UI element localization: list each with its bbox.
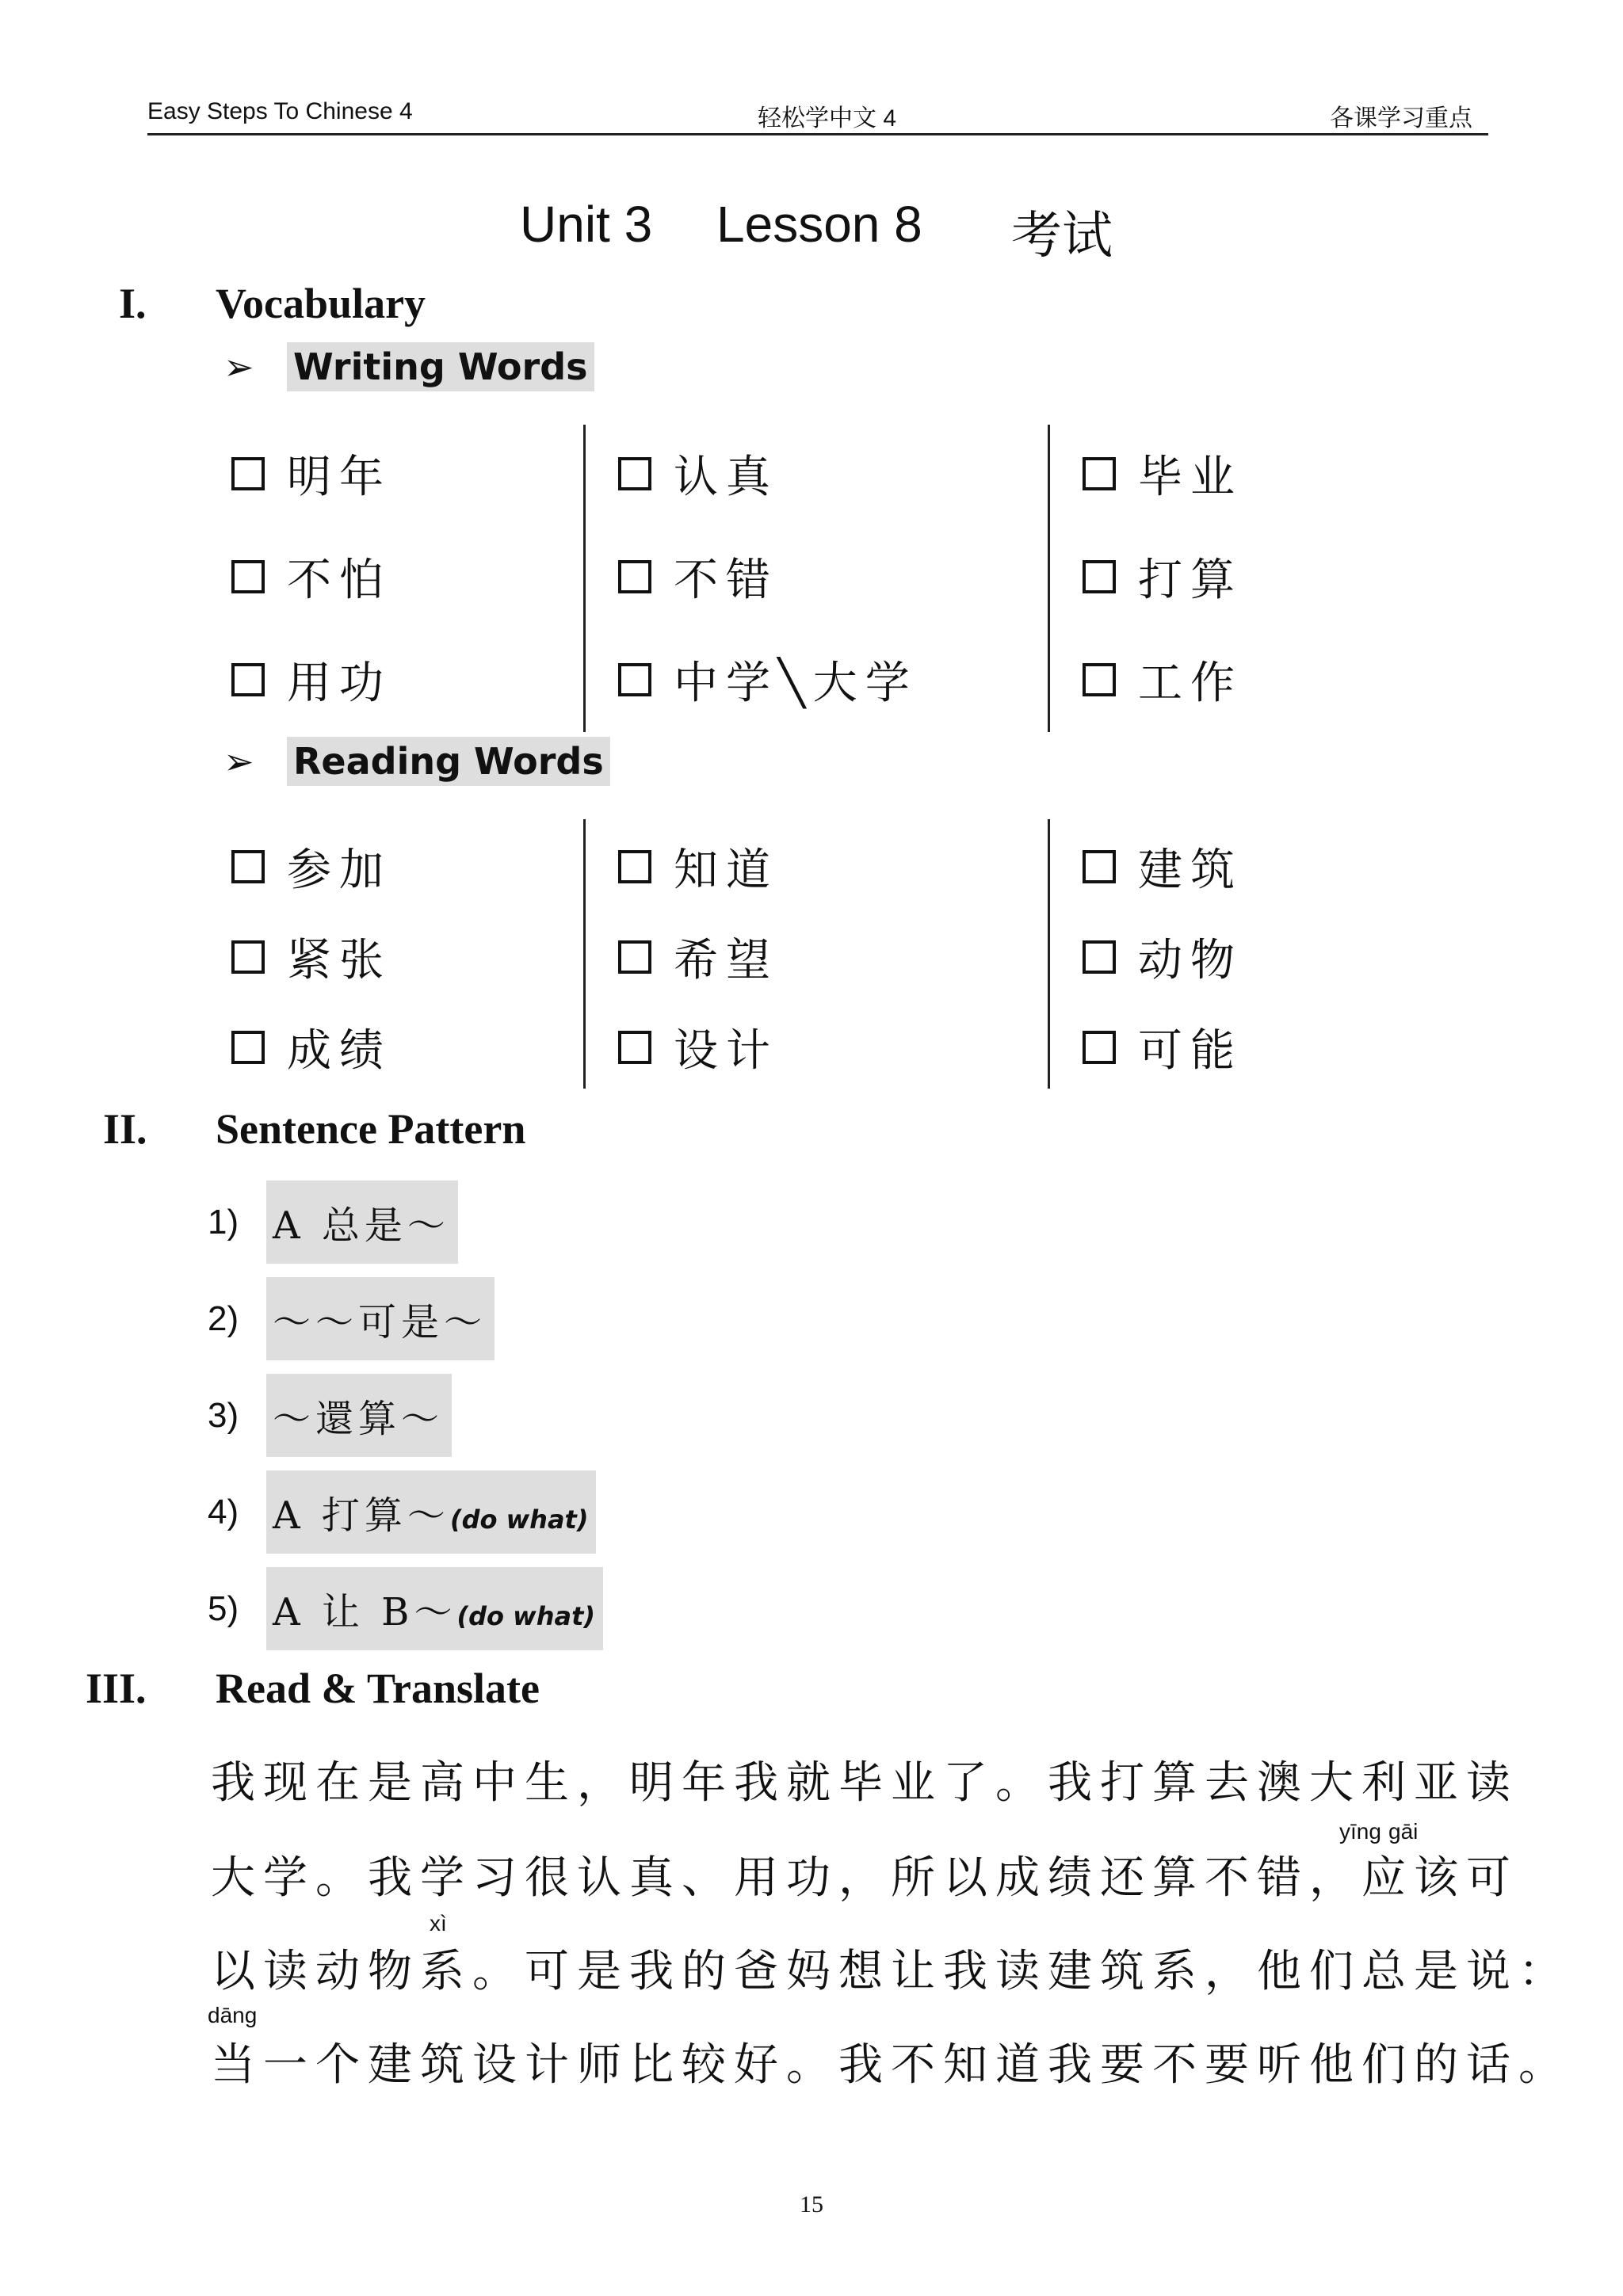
writing-words-label: Writing Words xyxy=(287,342,594,391)
header-book-title-chinese: 轻松学中文 4 xyxy=(758,105,897,132)
pattern-text: A 让 B～(do what) xyxy=(266,1567,603,1650)
checkbox-icon[interactable] xyxy=(618,663,651,696)
reading-word-item[interactable]: 希望 xyxy=(618,925,778,989)
paragraph-line: 我现在是高中生，明年我就毕业了。我打算去澳大利亚读 xyxy=(211,1757,1518,1809)
writing-word-item[interactable]: 打算 xyxy=(1083,545,1243,608)
lesson-label: Lesson 8 xyxy=(716,196,922,253)
writing-word-item[interactable]: 不怕 xyxy=(231,545,391,608)
sentence-pattern-item: 3) ～還算～ xyxy=(208,1374,452,1457)
checkbox-icon[interactable] xyxy=(1083,560,1116,593)
reading-word-item[interactable]: 动物 xyxy=(1083,925,1243,989)
reading-word-item[interactable]: 建筑 xyxy=(1083,835,1243,898)
checkbox-icon[interactable] xyxy=(618,940,651,974)
header-section-title: 各课学习重点 xyxy=(1330,105,1472,132)
sentence-pattern-item: 2) ～～可是～ xyxy=(208,1277,495,1360)
paragraph-line: 当一个建筑设计师比较好。我不知道我要不要听他们的话。 xyxy=(211,2039,1571,2091)
pattern-text: A 打算～(do what) xyxy=(266,1470,596,1554)
reading-word-item[interactable]: 知道 xyxy=(618,835,778,898)
writing-word-item[interactable]: 毕业 xyxy=(1083,442,1243,505)
checkbox-icon[interactable] xyxy=(231,560,265,593)
checkbox-icon[interactable] xyxy=(618,1031,651,1064)
writing-word-item[interactable]: 中学╲大学 xyxy=(618,648,918,711)
lesson-chinese-title: 考试 xyxy=(1011,207,1113,264)
checkbox-icon[interactable] xyxy=(1083,663,1116,696)
arrow-bullet-icon: ➢ xyxy=(223,345,254,388)
column-divider xyxy=(583,425,586,732)
section-number: III. xyxy=(86,1665,147,1712)
checkbox-icon[interactable] xyxy=(231,457,265,490)
checkbox-icon[interactable] xyxy=(231,940,265,974)
sentence-pattern-item: 1) A 总是～ xyxy=(208,1180,458,1264)
reading-word-item[interactable]: 设计 xyxy=(618,1016,778,1079)
reading-word-item[interactable]: 参加 xyxy=(231,835,391,898)
header-book-title: Easy Steps To Chinese 4 xyxy=(147,98,413,124)
arrow-bullet-icon: ➢ xyxy=(223,740,254,783)
pinyin-annotation: gāi xyxy=(1388,1819,1419,1844)
pattern-text: ～～可是～ xyxy=(266,1277,495,1360)
section-number: I. xyxy=(119,280,147,327)
checkbox-icon[interactable] xyxy=(1083,457,1116,490)
page-number: 15 xyxy=(800,2191,823,2218)
column-divider xyxy=(1048,819,1050,1089)
pinyin-annotation: dāng xyxy=(208,2003,258,2027)
section-number: II. xyxy=(103,1105,147,1153)
section-heading: Read & Translate xyxy=(216,1665,540,1712)
checkbox-icon[interactable] xyxy=(618,560,651,593)
reading-word-item[interactable]: 紧张 xyxy=(231,925,391,989)
writing-word-item[interactable]: 认真 xyxy=(618,442,778,505)
checkbox-icon[interactable] xyxy=(231,850,265,883)
pattern-text: A 总是～ xyxy=(266,1180,458,1264)
reading-words-label: Reading Words xyxy=(287,737,610,786)
section-heading: Sentence Pattern xyxy=(216,1105,526,1153)
checkbox-icon[interactable] xyxy=(1083,940,1116,974)
writing-word-item[interactable]: 明年 xyxy=(231,442,391,505)
checkbox-icon[interactable] xyxy=(231,1031,265,1064)
sentence-pattern-item: 5) A 让 B～(do what) xyxy=(208,1567,603,1650)
checkbox-icon[interactable] xyxy=(618,457,651,490)
pattern-text: ～還算～ xyxy=(266,1374,452,1457)
paragraph-line: 大学。我学习很认真、用功，所以成绩还算不错，应该可 xyxy=(211,1852,1518,1904)
paragraph-line: 以读动物系。可是我的爸妈想让我读建筑系，他们总是说： xyxy=(211,1946,1571,1997)
writing-word-item[interactable]: 不错 xyxy=(618,545,778,608)
reading-words-heading xyxy=(223,740,610,783)
reading-word-item[interactable]: 可能 xyxy=(1083,1016,1243,1079)
checkbox-icon[interactable] xyxy=(618,850,651,883)
writing-word-item[interactable]: 用功 xyxy=(231,648,391,711)
reading-word-item[interactable]: 成绩 xyxy=(231,1016,391,1079)
unit-label: Unit 3 xyxy=(520,196,653,253)
checkbox-icon[interactable] xyxy=(231,663,265,696)
column-divider xyxy=(1048,425,1050,732)
sentence-pattern-item: 4) A 打算～(do what) xyxy=(208,1470,596,1554)
pinyin-annotation: yīng xyxy=(1339,1819,1381,1844)
checkbox-icon[interactable] xyxy=(1083,850,1116,883)
page-header xyxy=(147,93,1488,135)
pinyin-annotation: xì xyxy=(430,1911,447,1936)
writing-word-item[interactable]: 工作 xyxy=(1083,648,1243,711)
column-divider xyxy=(583,819,586,1089)
checkbox-icon[interactable] xyxy=(1083,1031,1116,1064)
writing-words-heading xyxy=(223,345,594,388)
section-heading: Vocabulary xyxy=(216,280,426,327)
